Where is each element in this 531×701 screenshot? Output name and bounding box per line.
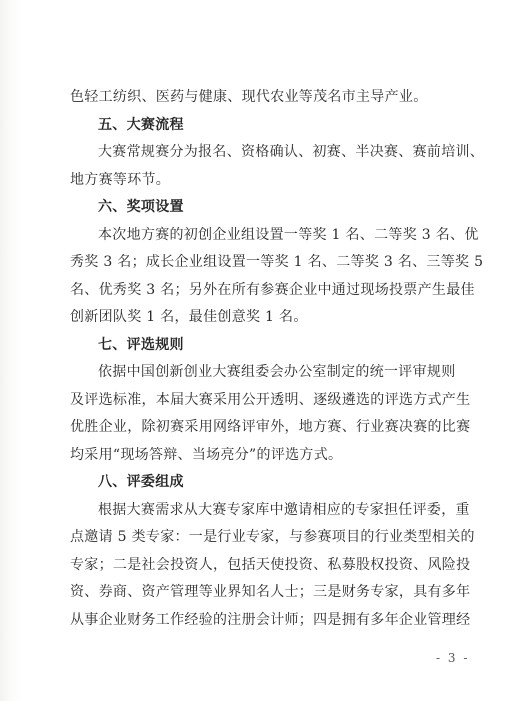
paragraph-line: 根据大赛需求从大赛专家库中邀请相应的专家担任评委，重 xyxy=(98,501,470,518)
document-body xyxy=(70,84,485,634)
paragraph-line: 及评选标准，本届大赛采用公开透明、逐级遴选的评选方式产生 xyxy=(70,391,471,408)
paragraph-line: 地方赛等环节。 xyxy=(70,171,171,188)
paragraph-line: 专家；二是社会投资人，包括天使投资、私募股权投资、风险投 xyxy=(70,556,471,573)
paragraph-line: 优胜企业，除初赛采用网络评审外，地方赛、行业赛决赛的比赛 xyxy=(70,419,471,435)
paragraph-line: 名、优秀奖 3 名；另外在所有参赛企业中通过现场投票产生最佳 xyxy=(70,281,475,298)
section-heading-judges: 八、评委组成 xyxy=(98,474,184,490)
paragraph-line: 大赛常规赛分为报名、资格确认、初赛、半决赛、赛前培训、 xyxy=(98,144,485,160)
section-heading-awards: 六、奖项设置 xyxy=(98,199,184,215)
paragraph-line: 秀奖 3 名；成长企业组设置一等奖 1 名、二等奖 3 名、三等奖 5 xyxy=(70,254,484,270)
section-heading-rules: 七、评选规则 xyxy=(98,336,184,353)
paragraph-line: 点邀请 5 类专家：一是行业专家，与参赛项目的行业类型相关的 xyxy=(70,529,475,545)
section-heading-process: 五、大赛流程 xyxy=(98,116,184,133)
paragraph-line: 均采用“现场答辩、当场亮分”的评选方式。 xyxy=(70,446,343,463)
paragraph-line: 创新团队奖 1 名，最佳创意奖 1 名。 xyxy=(70,309,308,325)
paragraph-line: 本次地方赛的初创企业组设置一等奖 1 名、二等奖 3 名、优 xyxy=(98,226,479,243)
paragraph-line: 依据中国创新创业大赛组委会办公室制定的统一评审规则 xyxy=(98,364,456,380)
paragraph-line: 资、券商、资产管理等业界知名人士；三是财务专家，具有多年 xyxy=(70,584,471,600)
paragraph-line: 色轻工纺织、医药与健康、现代农业等茂名市主导产业。 xyxy=(70,89,428,105)
page-number: - 3 - xyxy=(436,651,470,665)
paragraph-line: 从事企业财务工作经验的注册会计师；四是拥有多年企业管理经 xyxy=(70,611,471,628)
